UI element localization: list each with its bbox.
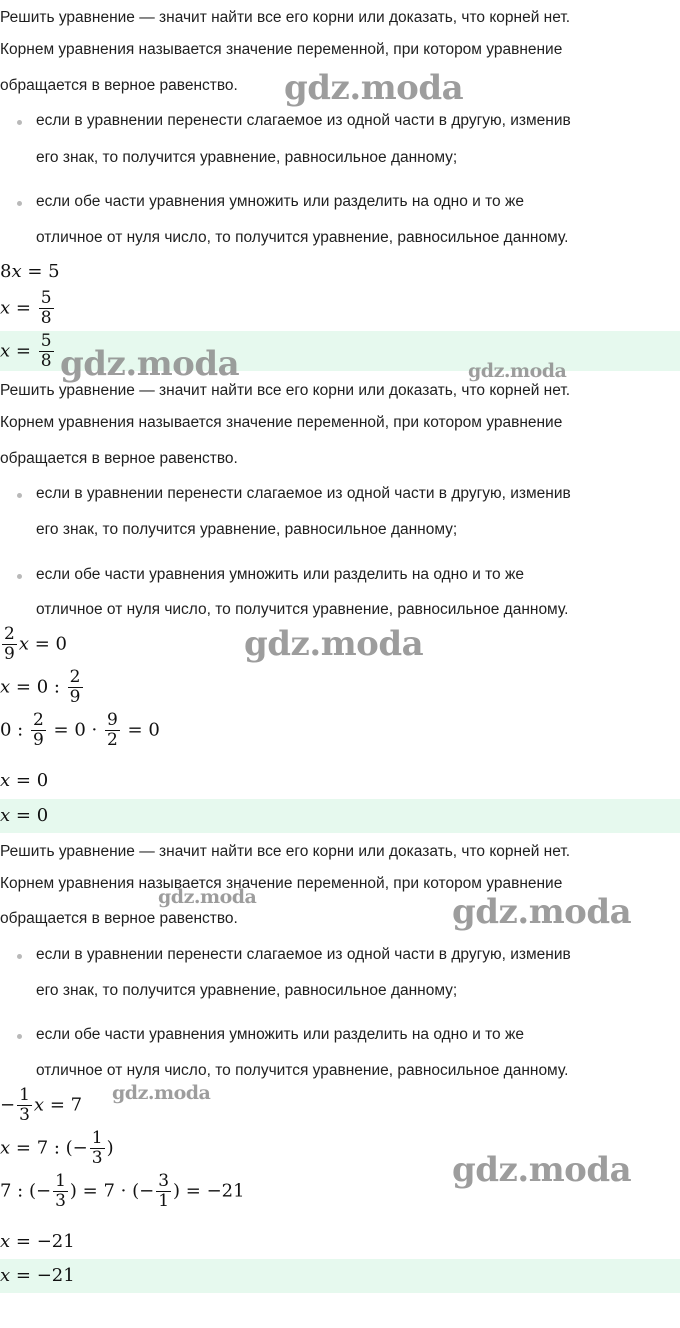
task1-equation: 8x = 5	[0, 261, 60, 282]
task2-equation: $\frac{2}{9}$ x = 0	[4, 624, 67, 664]
rule-2-line-1: если обе части уравнения умножить или разделить на одно и то же	[36, 1026, 524, 1043]
theory-paragraph-1: Решить уравнение — значит найти все его корни или доказать, что корней нет.	[0, 9, 571, 26]
theory-paragraph-3: обращается в верное равенство.	[0, 910, 238, 927]
watermark: gdz.moda	[60, 344, 240, 384]
watermark: gdz.moda	[112, 1082, 211, 1104]
task1-answer: x = $\frac{5}{8}$	[0, 331, 52, 371]
theory-paragraph-2: Корнем уравнения называется значение переменной, при котором уравнение	[0, 41, 563, 58]
watermark: gdz.moda	[244, 624, 424, 664]
watermark: gdz.moda	[284, 68, 464, 108]
rule-2-line-1: если обе части уравнения умножить или разделить на одно и то же	[36, 566, 524, 583]
task3-equation: − $\frac{1}{3}$ x = 7	[0, 1085, 83, 1125]
theory-paragraph-2: Корнем уравнения называется значение переменной, при котором уравнение	[0, 414, 563, 431]
task1-step: x = $\frac{5}{8}$	[0, 288, 52, 328]
theory-paragraph-1: Решить уравнение — значит найти все его корни или доказать, что корней нет.	[0, 843, 571, 860]
rule-2-line-2: отличное от нуля число, то получится уравнение, равносильное данному.	[36, 229, 569, 246]
bullet-dot	[17, 493, 22, 498]
watermark: gdz.moda	[452, 1150, 632, 1190]
bullet-dot	[17, 954, 22, 959]
task3-step-3: x = −21	[0, 1231, 75, 1252]
watermark: gdz.moda	[158, 886, 257, 908]
watermark: gdz.moda	[468, 360, 567, 382]
answer-highlight	[0, 799, 680, 833]
theory-paragraph-3: обращается в верное равенство.	[0, 77, 238, 94]
theory-paragraph-2: Корнем уравнения называется значение переменной, при котором уравнение	[0, 875, 563, 892]
bullet-dot	[17, 574, 22, 579]
rule-1-line-2: его знак, то получится уравнение, равносильное данному;	[36, 521, 458, 538]
bullet-dot	[17, 201, 22, 206]
task3-step-2: 7 : (− $\frac{1}{3}$ ) = 7 · (− $\frac{3}{1}$ ) = −21	[0, 1171, 245, 1211]
watermark: gdz.moda	[452, 892, 632, 932]
task3-answer: x = −21	[0, 1265, 75, 1286]
bullet-dot	[17, 120, 22, 125]
task2-step-2: 0 : $\frac{2}{9}$ = 0 · $\frac{9}{2}$ = 0	[0, 710, 160, 750]
bullet-dot	[17, 1034, 22, 1039]
rule-2-line-1: если обе части уравнения умножить или разделить на одно и то же	[36, 193, 524, 210]
task2-step-3: x = 0	[0, 770, 49, 791]
task3-step-1: x = 7 : (− $\frac{1}{3}$ )	[0, 1128, 114, 1168]
rule-1-line-1: если в уравнении перенести слагаемое из одной части в другую, изменив	[36, 946, 571, 963]
rule-1-line-2: его знак, то получится уравнение, равносильное данному;	[36, 982, 458, 999]
rule-2-line-2: отличное от нуля число, то получится уравнение, равносильное данному.	[36, 1062, 569, 1079]
answer-highlight	[0, 1259, 680, 1293]
rule-2-line-2: отличное от нуля число, то получится уравнение, равносильное данному.	[36, 601, 569, 618]
theory-paragraph-1: Решить уравнение — значит найти все его корни или доказать, что корней нет.	[0, 382, 571, 399]
rule-1-line-2: его знак, то получится уравнение, равносильное данному;	[36, 149, 458, 166]
task2-step-1: x = 0 : $\frac{2}{9}$	[0, 667, 81, 707]
rule-1-line-1: если в уравнении перенести слагаемое из одной части в другую, изменив	[36, 112, 571, 129]
task2-answer: x = 0	[0, 805, 49, 826]
theory-paragraph-3: обращается в верное равенство.	[0, 450, 238, 467]
rule-1-line-1: если в уравнении перенести слагаемое из одной части в другую, изменив	[36, 485, 571, 502]
